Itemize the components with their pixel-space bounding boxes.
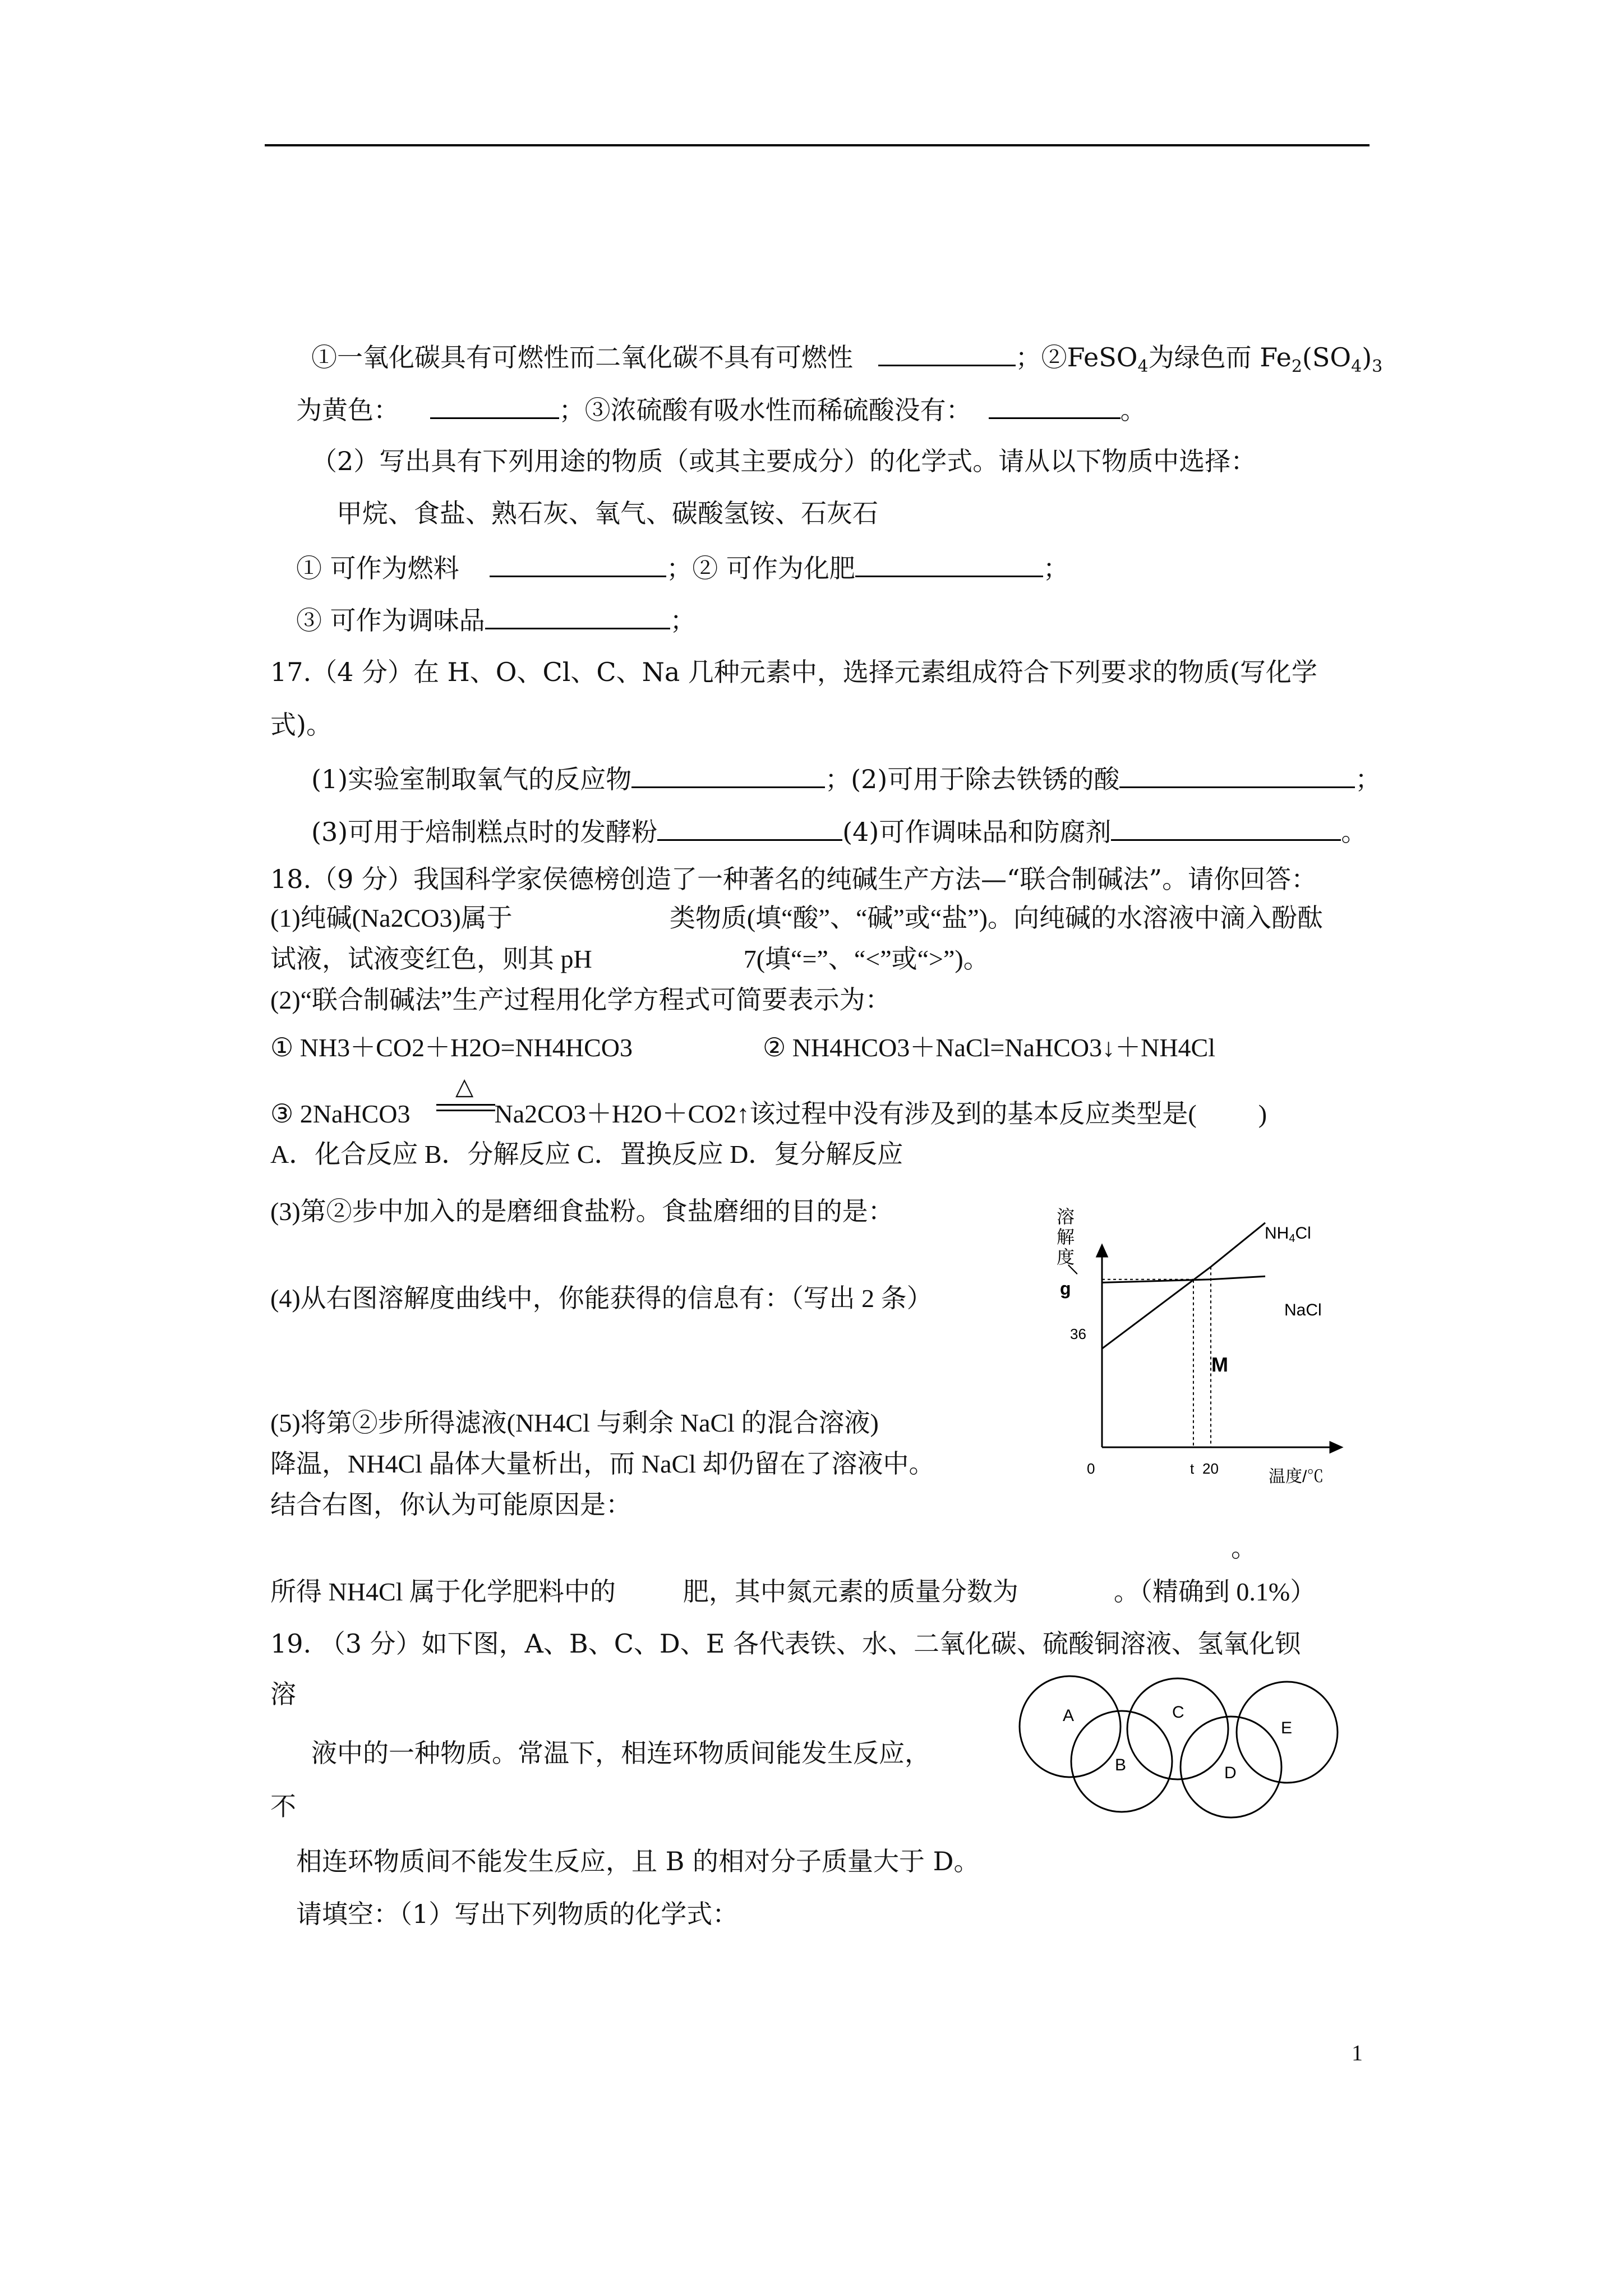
q16-text: 。 — [1120, 395, 1146, 425]
subscript: 2 — [1291, 357, 1302, 377]
q17-text: 。 — [1341, 817, 1367, 847]
q16-part2-line-2 — [296, 602, 696, 637]
q18-p1-line-1 — [270, 901, 1323, 935]
q17-head-2: 式)。 — [270, 710, 332, 740]
q16-text: ；③浓硫酸有吸水性而稀硫酸没有： — [559, 395, 972, 425]
ring-label-e: E — [1281, 1719, 1293, 1737]
q18-text: 。（精确到 0.1%） — [1113, 1577, 1316, 1606]
subscript: 4 — [1137, 357, 1149, 377]
q17-head-1: 17.（4 分）在 H、O、Cl、C、Na 几种元素中，选择元素组成符合下列要求的物质(写化学 — [270, 657, 1317, 687]
q18-p1-line-2 — [270, 942, 989, 976]
answer-blank[interactable] — [485, 602, 670, 629]
q18-text: 所得 NH4Cl 属于化学肥料中的 — [270, 1577, 616, 1606]
q16-text: ； — [670, 605, 696, 636]
q17-text: (3)可用于焙制糕点时的发酵粉 — [311, 817, 658, 847]
q16-substance-list: 甲烷、食盐、熟石灰、氧气、碳酸氢铵、石灰石 — [336, 498, 878, 528]
q18-text: 肥，其中氮元素的质量分数为 — [683, 1577, 1018, 1606]
q18-text: 试液，试液变红色，则其 pH — [270, 945, 592, 973]
q18-options: A．化合反应 B．分解反应 C．置换反应 D．复分解反应 — [270, 1140, 903, 1168]
q18-p3: (3)第②步中加入的是磨细食盐粉。食盐磨细的目的是： — [270, 1197, 894, 1226]
chart-ylabel — [1057, 1207, 1083, 1299]
y-tick-36: 36 — [1070, 1326, 1086, 1342]
q16-text: ①一氧化碳具有可燃性而二氧化碳不具有可燃性 — [311, 342, 853, 372]
q17-text: (4)可作调味品和防腐剂 — [842, 817, 1112, 847]
q19-head-1: 19. （3 分）如下图，A、B、C、D、E 各代表铁、水、二氧化碳、硫酸铜溶液、氢氧化钡 — [270, 1628, 1301, 1659]
q18-head: 18.（9 分）我国科学家侯德榜创造了一种著名的纯碱生产方法—“联合制碱法”。请你回答： — [270, 864, 1317, 894]
q16-text: ① 可作为燃料 — [296, 553, 459, 583]
q17-text: (1)实验室制取氧气的反应物 — [311, 764, 632, 794]
q18-text: ) — [1258, 1099, 1267, 1128]
q16-text: (SO — [1302, 342, 1352, 372]
q19-line-4: 不 — [270, 1791, 296, 1821]
rings-diagram — [1004, 1672, 1352, 1823]
x-tick-20: 20 — [1202, 1460, 1219, 1477]
x-tick-t: t — [1189, 1460, 1195, 1477]
q16-text: ；②FeSO — [1015, 342, 1138, 372]
ylabel-char: g — [1060, 1278, 1071, 1299]
q19-line-5: 相连环物质间不能发生反应，且 B 的相对分子质量大于 D。 — [296, 1846, 980, 1876]
q16-text: ；② 可作为化肥 — [666, 553, 855, 583]
answer-blank[interactable] — [631, 761, 825, 788]
q19-head-2: 溶 — [270, 1679, 296, 1709]
q16-text: ) — [1362, 342, 1372, 372]
header-rule — [265, 144, 1370, 146]
q18-eq-1: ① NH3＋CO2＋H2O=NH4HCO3 — [270, 1033, 633, 1062]
answer-blank[interactable] — [878, 339, 1016, 366]
q18-p5-line-3: 结合右图，你认为可能原因是： — [270, 1490, 631, 1519]
ylabel-char: 度 — [1057, 1247, 1075, 1267]
q19-line-6: 请填空：（1）写出下列物质的化学式： — [296, 1899, 739, 1929]
ylabel-char: / — [1064, 1263, 1083, 1277]
q18-text: ③ 2NaHCO3 — [270, 1099, 411, 1128]
q18-p4: (4)从右图溶解度曲线中，你能获得的信息有：（写出 2 条） — [270, 1284, 933, 1313]
point-m-label: M — [1211, 1353, 1228, 1376]
q18-text: (1)纯碱(Na2CO3)属于 — [270, 904, 513, 932]
q18-text: Na2CO3＋H2O＋CO2↑该过程中没有涉及到的基本反应类型是( — [494, 1099, 1197, 1128]
q16-text: ； — [1043, 553, 1069, 583]
subscript: 4 — [1351, 357, 1362, 377]
x-tick-0: 0 — [1087, 1460, 1095, 1477]
q16-text: 为黄色： — [296, 395, 399, 425]
answer-blank[interactable] — [1119, 761, 1355, 788]
answer-blank[interactable] — [855, 550, 1043, 577]
page-number: 1 — [1352, 2040, 1363, 2065]
answer-blank[interactable] — [657, 813, 842, 841]
q16-part2-head: （2）写出具有下列用途的物质（或其主要成分）的化学式。请从以下物质中选择： — [311, 446, 1257, 476]
q18-text: 7(填“=”、“<”或“>”)。 — [743, 945, 989, 973]
nh4cl-curve — [1102, 1223, 1265, 1349]
q17-line-2 — [311, 813, 1367, 849]
q17-text: ；(2)可用于除去铁锈的酸 — [825, 764, 1120, 794]
ylabel-char: 溶 — [1057, 1207, 1075, 1227]
ring-label-b: B — [1115, 1756, 1127, 1774]
ylabel-char: 解 — [1057, 1227, 1075, 1247]
q16-part2-line-1 — [296, 550, 1069, 585]
ring-c — [1127, 1678, 1228, 1779]
nh4cl-series-label: $NH_4Cl$ — [1265, 1224, 1311, 1245]
ring-label-c: C — [1172, 1703, 1184, 1722]
answer-blank[interactable] — [430, 392, 559, 419]
q17-line-1 — [311, 761, 1381, 796]
q16-line-1 — [311, 339, 1382, 384]
q18-p2: (2)“联合制碱法”生产过程用化学方程式可简要表示为： — [270, 986, 891, 1014]
answer-blank[interactable] — [490, 550, 666, 577]
q16-line-2 — [296, 392, 1146, 427]
y-axis-arrow — [1097, 1245, 1107, 1257]
answer-blank[interactable] — [989, 392, 1121, 419]
subscript: 3 — [1372, 357, 1383, 377]
x-axis-arrow — [1330, 1442, 1341, 1452]
q18-p6 — [270, 1575, 1316, 1609]
q18-p5-line-2: 降温，NH4Cl 晶体大量析出，而 NaCl 却仍留在了溶液中。 — [270, 1450, 935, 1478]
q17-text: ； — [1355, 764, 1381, 794]
q18-text: 类物质(填“酸”、“碱”或“盐”)。向纯碱的水溶液中滴入酚酞 — [669, 904, 1323, 932]
q16-text: ③ 可作为调味品 — [296, 605, 485, 636]
ring-label-d: D — [1224, 1764, 1237, 1782]
q18-p5-line-1: (5)将第②步所得滤液(NH4Cl 与剩余 NaCl 的混合溶液) — [270, 1409, 879, 1437]
q16-text: 为绿色而 Fe — [1148, 342, 1292, 372]
ring-a — [1020, 1676, 1121, 1777]
q18-eq-2: ② NH4HCO3＋NaCl=NaHCO3↓＋NH4Cl — [763, 1033, 1215, 1062]
heat-symbol: △ — [455, 1074, 474, 1100]
nacl-series-label: NaCl — [1284, 1301, 1322, 1319]
solubility-chart — [1054, 1200, 1368, 1487]
q18-eq-3 — [270, 1097, 1267, 1131]
q18-p5-end: 。 — [1231, 1534, 1257, 1562]
ring-label-a: A — [1063, 1706, 1075, 1725]
x-axis-label: 温度/℃ — [1269, 1467, 1324, 1486]
answer-blank[interactable] — [1111, 813, 1341, 841]
q19-line-3: 液中的一种物质。常温下，相连环物质间能发生反应， — [311, 1738, 930, 1768]
